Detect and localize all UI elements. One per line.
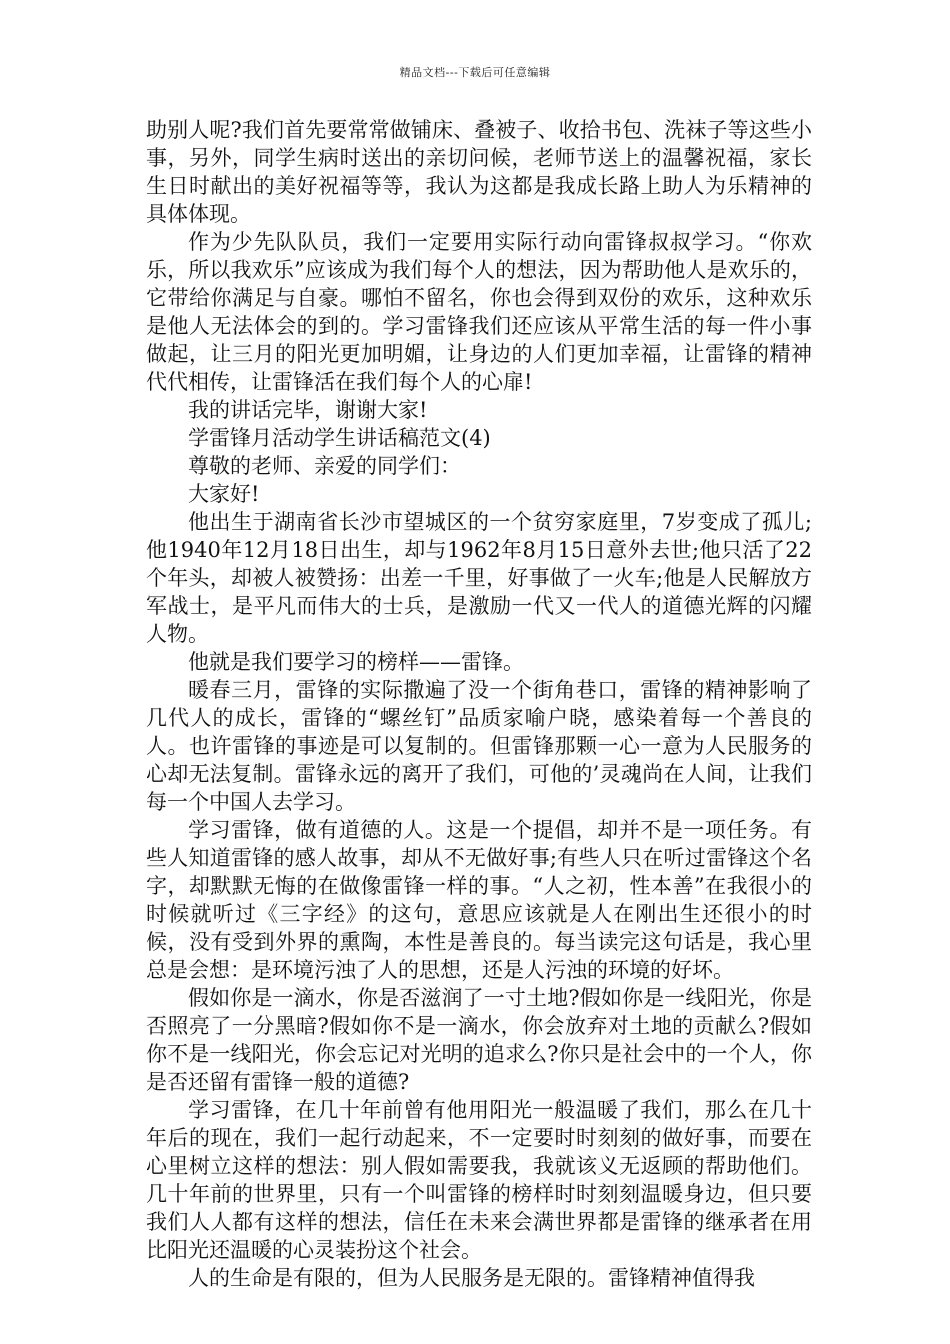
paragraph: 学习雷锋，在几十年前曾有他用阳光一般温暖了我们，那么在几十年后的现在，我们一起行动起来，不一定要时时刻刻的做好事，而要在心里树立这样的想法：别人假如需要我，我就该义无返顾的帮助他们。几十年前的世界里，只有一个叫雷锋的榜样时时刻刻温暖身边，但只要我们人人都有这样的想法，信任在未来会满世界都是雷锋的继承者在用比阳光还温暖的心灵装扮这个社会。	[146, 1098, 812, 1262]
salutation: 尊敬的老师、亲爱的同学们：	[188, 454, 461, 478]
paragraph: 暖春三月，雷锋的实际撒遍了没一个街角巷口，雷锋的精神影响了几代人的成长，雷锋的“螺丝钉”品质家喻户晓，感染着每一个善良的人。也许雷锋的事迹是可以复制的。但雷锋那颗一心一意为人民服务的心却无法复制。雷锋永远的离开了我们，可他的’灵魂尚在人间，让我们每一个中国人去学习。	[146, 678, 812, 814]
paragraph: 作为少先队队员，我们一定要用实际行动向雷锋叔叔学习。“你欢乐，所以我欢乐”应该成为我们每个人的想法，因为帮助他人是欢乐的，它带给你满足与自豪。哪怕不留名，你也会得到双份的欢乐，这种欢乐是他人无法体会的到的。学习雷锋我们还应该从平常生活的每一件小事做起，让三月的阳光更加明媚，让身边的人们更加幸福，让雷锋的精神代代相传，让雷锋活在我们每个人的心扉!	[146, 230, 812, 394]
paragraph: 学习雷锋，做有道德的人。这是一个提倡，却并不是一项任务。有些人知道雷锋的感人故事，却从不无做好事;有些人只在听过雷锋这个名字，却默默无悔的在做像雷锋一样的事。“人之初，性本善”在我很小的时候就听过《三字经》的这句，意思应该就是人在刚出生还很小的时候，没有受到外界的熏陶，本性是善良的。每当读完这句话是，我心里总是会想：是环境污浊了人的思想，还是人污浊的环境的好坏。	[146, 818, 812, 982]
paragraph: 我的讲话完毕，谢谢大家!	[188, 398, 428, 422]
page-header: 精品文档---下载后可任意编辑	[399, 66, 551, 79]
greeting: 大家好!	[188, 482, 260, 506]
section-title: 学雷锋月活动学生讲话稿范文(4)	[188, 426, 491, 450]
body-text	[146, 116, 812, 1292]
paragraph: 假如你是一滴水，你是否滋润了一寸土地?假如你是一线阳光，你是否照亮了一分黑暗?假如你不是一滴水，你会放弃对土地的贡献么?假如你不是一线阳光，你会忘记对光明的追求么?你只是社会中的一个人，你是否还留有雷锋一般的道德?	[146, 986, 812, 1094]
paragraph: 助别人呢?我们首先要常常做铺床、叠被子、收拾书包、洗袜子等这些小事，另外，同学生病时送出的亲切问候，老师节送上的温馨祝福，家长生日时献出的美好祝福等等，我认为这都是我成长路上助人为乐精神的具体体现。	[146, 118, 812, 226]
paragraph: 他就是我们要学习的榜样——雷锋。	[188, 650, 524, 674]
paragraph: 他出生于湖南省长沙市望城区的一个贫穷家庭里，7岁变成了孤儿;他1940年12月18日出生，却与1962年8月15日意外去世;他只活了22个年头，却被人被赞扬：出差一千里，好事做了一火车;他是人民解放方军战士，是平凡而伟大的士兵，是激励一代又一代人的道德光辉的闪耀人物。	[146, 510, 812, 646]
paragraph: 人的生命是有限的，但为人民服务是无限的。雷锋精神值得我	[188, 1266, 755, 1290]
